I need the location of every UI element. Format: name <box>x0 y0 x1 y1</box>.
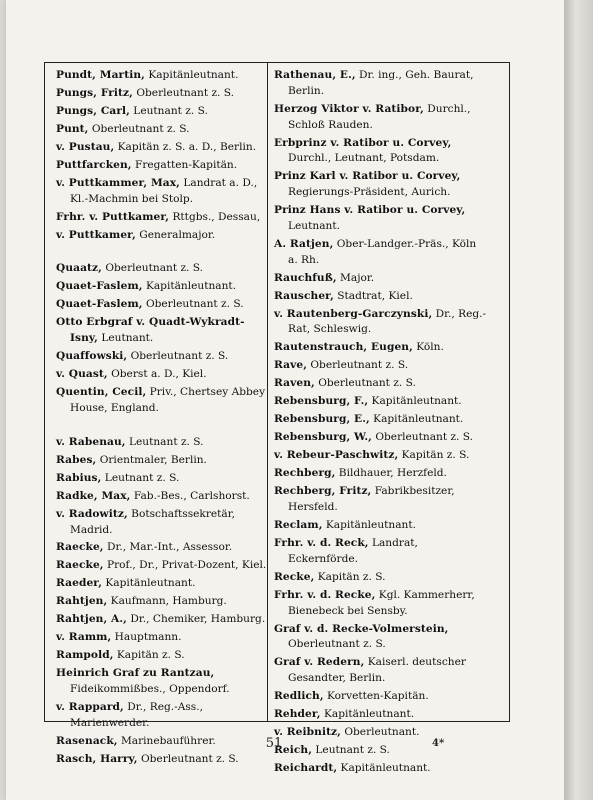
directory-entry <box>274 707 488 723</box>
directory-entry <box>274 518 488 534</box>
entry-description: Oberleutnant z. S. <box>130 350 229 363</box>
directory-entry <box>274 289 488 305</box>
entry-name: Frhr. v. Puttkamer, <box>56 210 170 223</box>
entry-name: Rechberg, <box>274 467 336 480</box>
directory-entry <box>56 68 270 84</box>
entry-description: Major. <box>340 271 375 284</box>
entry-name: v. Puttkammer, Max, <box>56 176 180 189</box>
entry-name: v. Rappard, <box>56 701 124 714</box>
entry-description: Leutnant. <box>288 219 340 232</box>
entry-name: Herzog Viktor v. Ratibor, <box>274 102 424 115</box>
directory-entry <box>56 228 270 244</box>
entry-description: Korvetten-Kapitän. <box>327 690 429 703</box>
entry-description: Leutnant z. S. <box>104 471 180 484</box>
directory-entry <box>56 140 270 156</box>
entry-name: Rauchfuß, <box>274 271 337 284</box>
directory-entry <box>56 453 270 469</box>
entry-description: Durchl., Leutnant, Potsdam. <box>288 152 440 165</box>
entry-description: Kapitänleutnant. <box>105 577 196 590</box>
entry-description: Stadtrat, Kiel. <box>337 289 413 302</box>
directory-entry <box>56 122 270 138</box>
directory-entry <box>56 507 270 539</box>
entry-description: Ober-Landger.-Präs., Köln a. Rh. <box>288 237 477 266</box>
entry-description: Oberleutnant z. S. <box>310 359 409 372</box>
entry-description: Dr. ing., Geh. Baurat, Berlin. <box>288 69 474 97</box>
signature-mark: 4* <box>432 738 445 749</box>
directory-entry <box>274 412 488 428</box>
entry-description: Köln. <box>416 341 444 354</box>
directory-entry <box>274 169 488 201</box>
entry-description: Kapitän z. S. <box>401 449 470 462</box>
directory-entry <box>274 588 488 620</box>
entry-description: Durchl., Schloß Rauden. <box>288 102 471 131</box>
entry-name: Rabes, <box>56 453 97 466</box>
entry-name: Quaet-Faslem, <box>56 298 143 311</box>
directory-entry <box>56 558 270 574</box>
directory-entry <box>56 261 270 277</box>
directory-entry <box>56 594 270 610</box>
entry-description: Leutnant z. S. <box>315 744 390 757</box>
entry-name: Quentin, Cecil, <box>56 386 147 399</box>
entry-description: Regierungs-Präsident, Aurich. <box>288 186 451 199</box>
directory-entry <box>274 203 488 235</box>
entry-description: Fab.-Bes., Carlshorst. <box>133 489 250 502</box>
directory-entry <box>274 102 488 134</box>
entry-name: Rautenstrauch, Eugen, <box>274 341 413 354</box>
entry-name: Frhr. v. d. Reck, <box>274 537 369 550</box>
directory-entry <box>56 489 270 505</box>
directory-entry <box>274 340 488 356</box>
entry-description: Oberleutnant. <box>344 726 420 739</box>
directory-entry <box>56 385 270 417</box>
entry-name: Rasch, Harry, <box>56 752 138 765</box>
entry-description: Botschaftssekretär, Madrid. <box>70 507 236 536</box>
entry-name: Raecke, <box>56 541 104 554</box>
entry-name: Reichardt, <box>274 762 338 775</box>
entry-description: Kapitän z. S. <box>116 649 185 662</box>
entry-name: v. Pustau, <box>56 140 115 153</box>
entry-description: Oberleutnant z. S. <box>318 377 416 390</box>
directory-entry <box>56 158 270 174</box>
entry-description: Oberleutnant z. S. <box>145 298 244 311</box>
directory-entry <box>56 210 270 226</box>
entry-description: Dr., Mar.-Int., Assessor. <box>106 541 233 554</box>
entry-description: Dr., Reg.-Ass., Marienwerder. <box>70 701 203 729</box>
entry-description: Kapitänleutnant. <box>373 413 464 426</box>
entry-name: Reclam, <box>274 519 323 532</box>
directory-entry <box>274 136 488 168</box>
entry-name: Pundt, Martin, <box>56 69 145 81</box>
entry-name: Reich, <box>274 744 313 757</box>
entry-name: Pungs, Fritz, <box>56 86 133 99</box>
entry-description: Oberleutnant z. S. <box>136 86 235 99</box>
entry-description: Bildhauer, Herzfeld. <box>338 467 447 480</box>
directory-entry <box>274 358 488 374</box>
directory-entry <box>274 376 488 392</box>
directory-entry <box>274 689 488 705</box>
entry-description: Kapitänleutnant. <box>325 519 416 532</box>
entry-description: Dr., Chemiker, Hamburg. <box>130 613 266 626</box>
entry-description: Hauptmann. <box>114 631 182 644</box>
directory-entry <box>274 622 488 654</box>
entry-name: Rahtjen, A., <box>56 613 127 626</box>
entry-description: Orientmaler, Berlin. <box>99 453 207 466</box>
entry-description: Kaufmann, Hamburg. <box>110 595 227 608</box>
entry-name: A. Ratjen, <box>274 237 334 250</box>
entry-description: Fabrikbesitzer, Hersfeld. <box>288 485 455 514</box>
directory-entry <box>56 176 270 208</box>
entry-name: Quaet-Faslem, <box>56 280 143 293</box>
directory-entry <box>274 237 488 269</box>
entry-name: Prinz Karl v. Ratibor u. Corvey, <box>274 170 461 183</box>
entry-description: Rttgbs., Dessau, <box>172 210 261 223</box>
directory-entry <box>56 630 270 646</box>
entry-description: Kapitän z. S. a. D., Berlin. <box>117 140 257 153</box>
entry-description: Oberleutnant z. S. <box>288 638 386 651</box>
left-column <box>56 68 270 770</box>
directory-entry <box>56 86 270 102</box>
right-column <box>274 68 488 779</box>
entry-description: Oberleutnant z. S. <box>91 122 190 135</box>
entry-description: Leutnant. <box>101 332 154 345</box>
directory-entry <box>56 367 270 383</box>
entry-name: Rasenack, <box>56 734 118 747</box>
entry-name: Recke, <box>274 570 315 583</box>
entry-description: Kgl. Kammerherr, Bienebeck bei Sensby. <box>288 588 475 617</box>
entry-name: Raeder, <box>56 577 102 590</box>
entry-description: Kapitänleutnant. <box>145 280 237 293</box>
entry-name: Rehder, <box>274 708 321 721</box>
directory-entry <box>56 540 270 556</box>
entry-name: Otto Erbgraf v. Quadt-Wykradt-Isny, <box>56 316 245 345</box>
entry-name: v. Ramm, <box>56 631 112 644</box>
directory-entry <box>56 104 270 120</box>
entry-description: Leutnant z. S. <box>128 435 204 448</box>
entry-name: Rave, <box>274 359 307 372</box>
entry-name: Rampold, <box>56 649 114 662</box>
directory-entry <box>274 307 488 339</box>
entry-name: v. Rabenau, <box>56 435 126 448</box>
directory-entry <box>274 570 488 586</box>
entry-description: Kapitänleutnant. <box>371 395 462 408</box>
directory-entry <box>274 430 488 446</box>
entry-name: Rebensburg, F., <box>274 395 369 408</box>
directory-entry <box>56 612 270 628</box>
entry-name: Radke, Max, <box>56 489 131 502</box>
entry-name: Rahtjen, <box>56 595 108 608</box>
directory-entry <box>56 648 270 664</box>
entry-name: Rebensburg, E., <box>274 413 370 426</box>
entry-description: Generalmajor. <box>139 228 216 241</box>
entry-description: Fideikommißbes., Oppendorf. <box>70 683 230 696</box>
entry-description: Oberleutnant z. S. <box>105 262 204 275</box>
directory-entry <box>56 666 270 698</box>
entry-name: Raecke, <box>56 559 104 572</box>
entry-description: Oberst a. D., Kiel. <box>111 368 207 381</box>
entry-name: Prinz Hans v. Ratibor u. Corvey, <box>274 204 466 217</box>
page-number: 51 <box>265 736 283 751</box>
entry-name: Rechberg, Fritz, <box>274 485 372 498</box>
entry-name: Punt, <box>56 122 89 135</box>
directory-entry <box>274 484 488 516</box>
page-footer <box>44 736 510 756</box>
entry-description: Landrat, Eckernförde. <box>288 537 418 565</box>
entry-description: Kapitänleutnant. <box>340 762 431 775</box>
entry-name: Rathenau, E., <box>274 69 356 81</box>
directory-entry <box>274 448 488 464</box>
directory-entry <box>274 536 488 568</box>
entry-description: Kaiserl. deutscher Gesandter, Berlin. <box>288 656 466 685</box>
entry-name: Erbprinz v. Ratibor u. Corvey, <box>274 136 452 149</box>
entry-description: Kapitän z. S. <box>317 570 386 583</box>
entry-name: Raven, <box>274 377 315 390</box>
entry-description: Oberleutnant z. S. <box>140 752 239 765</box>
directory-entry <box>56 315 270 347</box>
entry-description: Oberleutnant z. S. <box>375 431 474 444</box>
directory-entry <box>274 466 488 482</box>
entry-name: Rebensburg, W., <box>274 431 372 444</box>
directory-entry <box>56 297 270 313</box>
entry-description: Landrat a. D., Kl.-Machmin bei Stolp. <box>70 176 258 205</box>
directory-entry <box>274 761 488 777</box>
entry-name: Rabius, <box>56 471 102 484</box>
page-edge <box>564 0 593 800</box>
entry-name: Quaatz, <box>56 262 102 275</box>
entry-description: Leutnant z. S. <box>133 104 208 117</box>
entry-description: Priv., Chertsey Abbey House, England. <box>70 386 266 414</box>
directory-entry <box>56 700 270 732</box>
entry-name: v. Reibnitz, <box>274 726 341 739</box>
directory-entry <box>56 471 270 487</box>
entry-description: Marinebauführer. <box>120 734 216 747</box>
entry-description: Kapitänleutnant. <box>148 69 239 81</box>
entry-name: Quaffowski, <box>56 350 128 363</box>
entry-name: Redlich, <box>274 690 324 703</box>
entry-description: Dr., Reg.-Rat, Schleswig. <box>288 307 487 336</box>
directory-entry <box>274 655 488 687</box>
entry-name: v. Quast, <box>56 368 108 381</box>
entry-name: Graf v. d. Recke-Volmerstein, <box>274 622 449 635</box>
entry-description: Kapitänleutnant. <box>323 708 415 721</box>
entry-name: Puttfarcken, <box>56 158 132 171</box>
directory-entry <box>274 271 488 287</box>
entry-name: v. Rautenberg-Garczynski, <box>274 307 433 320</box>
directory-entry <box>56 576 270 592</box>
directory-entry <box>274 68 488 100</box>
directory-entry <box>56 279 270 295</box>
entry-name: v. Puttkamer, <box>56 228 136 241</box>
entry-name: Graf v. Redern, <box>274 656 365 669</box>
entry-name: Heinrich Graf zu Rantzau, <box>56 667 215 680</box>
entry-description: Prof., Dr., Privat-Dozent, Kiel. <box>106 559 267 572</box>
entry-name: Frhr. v. d. Recke, <box>274 588 376 601</box>
directory-entry <box>56 349 270 365</box>
entry-name: v. Radowitz, <box>56 507 128 520</box>
entry-name: Pungs, Carl, <box>56 104 130 117</box>
entry-name: Rauscher, <box>274 289 334 302</box>
entry-description: Fregatten-Kapitän. <box>134 158 238 171</box>
entry-name: v. Rebeur-Paschwitz, <box>274 449 399 462</box>
directory-entry <box>274 394 488 410</box>
directory-entry <box>56 435 270 451</box>
